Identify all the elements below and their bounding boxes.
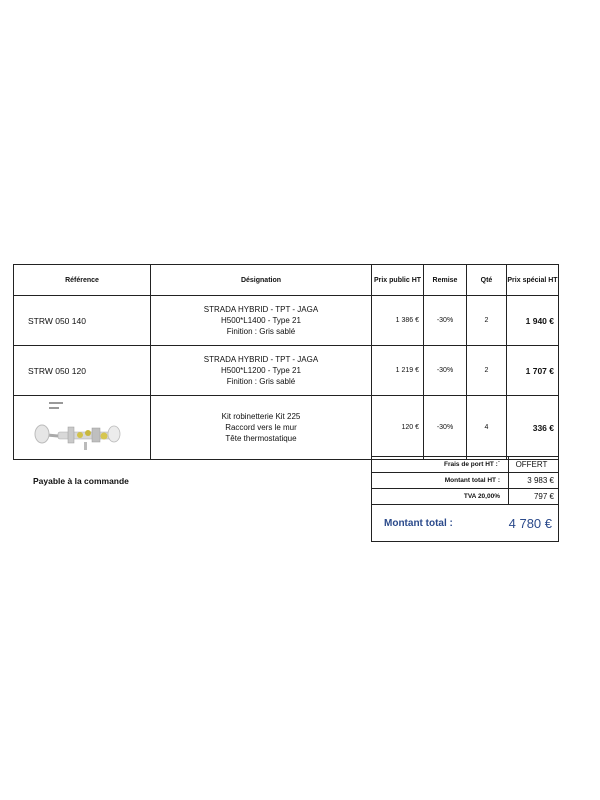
grand-total-label: Montant total : [372, 505, 509, 542]
row-designation [151, 296, 372, 346]
designation-line: Tête thermostatique [225, 434, 297, 443]
designation-line: STRADA HYBRID - TPT - JAGA [203, 355, 319, 364]
row-discount: -30% [424, 396, 467, 460]
grand-total-row [372, 505, 559, 542]
header-qty: Qté [467, 265, 507, 296]
tva-value: 797 € [509, 489, 559, 505]
shipping-row [372, 457, 559, 473]
shipping-label: Frais de port HT :` [372, 457, 509, 473]
row-qty: 2 [467, 296, 507, 346]
row-reference: STRW 050 140 [14, 296, 151, 346]
header-special-price: Prix spécial HT [507, 265, 559, 296]
row-qty: 4 [467, 396, 507, 460]
tva-row [372, 489, 559, 505]
row-public-price: 120 € [372, 396, 424, 460]
designation-line: Raccord vers le mur [225, 423, 297, 432]
header-designation: Désignation [151, 265, 372, 296]
totals-table [371, 456, 559, 542]
row-discount: -30% [424, 346, 467, 396]
designation-line: Kit robinetterie Kit 225 [221, 412, 301, 421]
kit-image-cell [14, 396, 151, 460]
designation-line: H500*L1400 - Type 21 [221, 316, 301, 325]
row-discount: -30% [424, 296, 467, 346]
designation-line: STRADA HYBRID - TPT - JAGA [203, 305, 319, 314]
row-reference: STRW 050 120 [14, 346, 151, 396]
header-public-price: Prix public HT [372, 265, 424, 296]
tva-label: TVA 20,00% [372, 489, 509, 505]
row-public-price: 1 386 € [372, 296, 424, 346]
quote-table [13, 264, 559, 460]
total-ht-value: 3 983 € [509, 473, 559, 489]
shipping-value: OFFERT [509, 457, 559, 473]
total-ht-label: Montant total HT : [372, 473, 509, 489]
grand-total-value: 4 780 € [509, 505, 559, 542]
designation-line: Finition : Gris sablé [226, 327, 296, 336]
row-special-price: 336 € [507, 396, 559, 460]
row-public-price: 1 219 € [372, 346, 424, 396]
valve-kit-image [18, 398, 148, 456]
row-designation [151, 346, 372, 396]
row-designation [151, 396, 372, 460]
row-special-price: 1 940 € [507, 296, 559, 346]
header-discount: Remise [424, 265, 467, 296]
table-row [14, 346, 559, 396]
payment-terms: Payable à la commande [33, 476, 129, 486]
table-row [14, 296, 559, 346]
designation-line: Finition : Gris sablé [226, 377, 296, 386]
row-special-price: 1 707 € [507, 346, 559, 396]
header-row [14, 265, 559, 296]
header-reference: Référence [14, 265, 151, 296]
designation-line: H500*L1200 - Type 21 [221, 366, 301, 375]
row-qty: 2 [467, 346, 507, 396]
total-ht-row [372, 473, 559, 489]
table-row [14, 396, 559, 460]
